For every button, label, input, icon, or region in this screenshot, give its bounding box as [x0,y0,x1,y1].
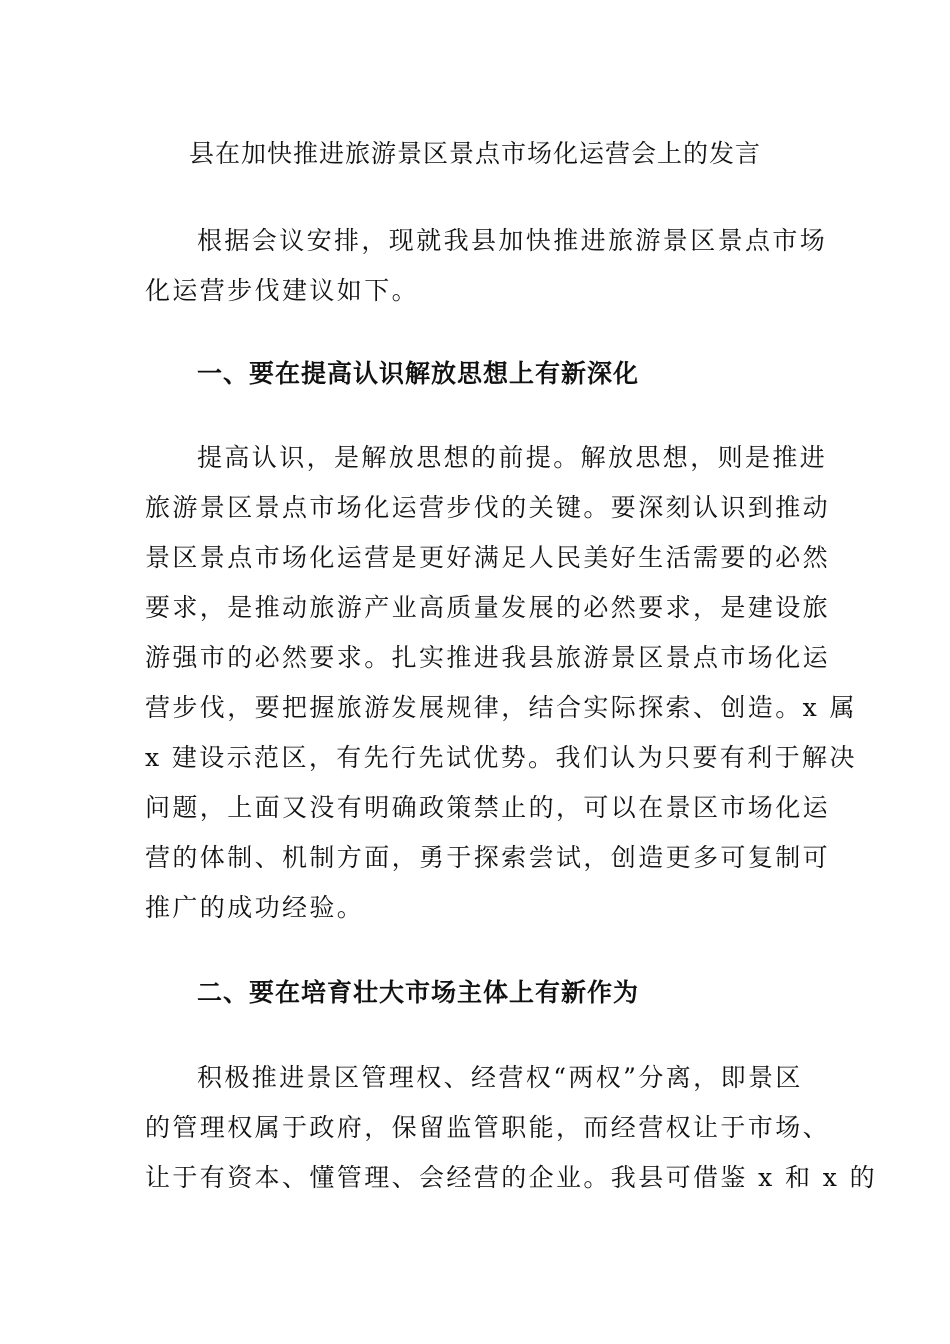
text-line: 游强市的必然要求。扎实推进我县旅游景区景点市场化运 [145,643,831,672]
text-line: 根据会议安排，现就我县加快推进旅游景区景点市场 [197,226,828,255]
text-line: 要求，是推动旅游产业高质量发展的必然要求，是建设旅 [145,593,831,622]
text-line: 推广的成功经验。 [145,893,365,922]
text-line: 问题，上面又没有明确政策禁止的，可以在景区市场化运 [145,793,831,822]
text-line: 景区景点市场化运营是更好满足人民美好生活需要的必然 [145,543,831,572]
section-heading-2: 二、要在培育壮大市场主体上有新作为 [197,978,640,1007]
text-line: 营的体制、机制方面，勇于探索尝试，创造更多可复制可 [145,843,831,872]
text-line: 化运营步伐建议如下。 [145,276,420,305]
text-line: 的管理权属于政府，保留监管职能，而经营权让于市场、 [145,1113,831,1142]
section-2-paragraph [145,1053,877,1203]
text-line: 旅游景区景点市场化运营步伐的关键。要深刻认识到推动 [145,493,831,522]
document-title: 县在加快推进旅游景区景点市场化运营会上的发言 [188,139,761,168]
text-line: 让于有资本、懂管理、会经营的企业。我县可借鉴 x 和 x 的 [145,1163,877,1192]
intro-paragraph [145,216,828,316]
text-line: x 建设示范区，有先行先试优势。我们认为只要有利于解决 [145,743,857,772]
text-line: 营步伐，要把握旅游发展规律，结合实际探索、创造。x 属 [145,693,857,722]
text-line: 提高认识，是解放思想的前提。解放思想，则是推进 [197,443,828,472]
text-line: 积极推进景区管理权、经营权“两权”分离，即景区 [197,1063,803,1092]
section-1-paragraph [145,433,857,933]
section-heading-1: 一、要在提高认识解放思想上有新深化 [197,359,640,388]
